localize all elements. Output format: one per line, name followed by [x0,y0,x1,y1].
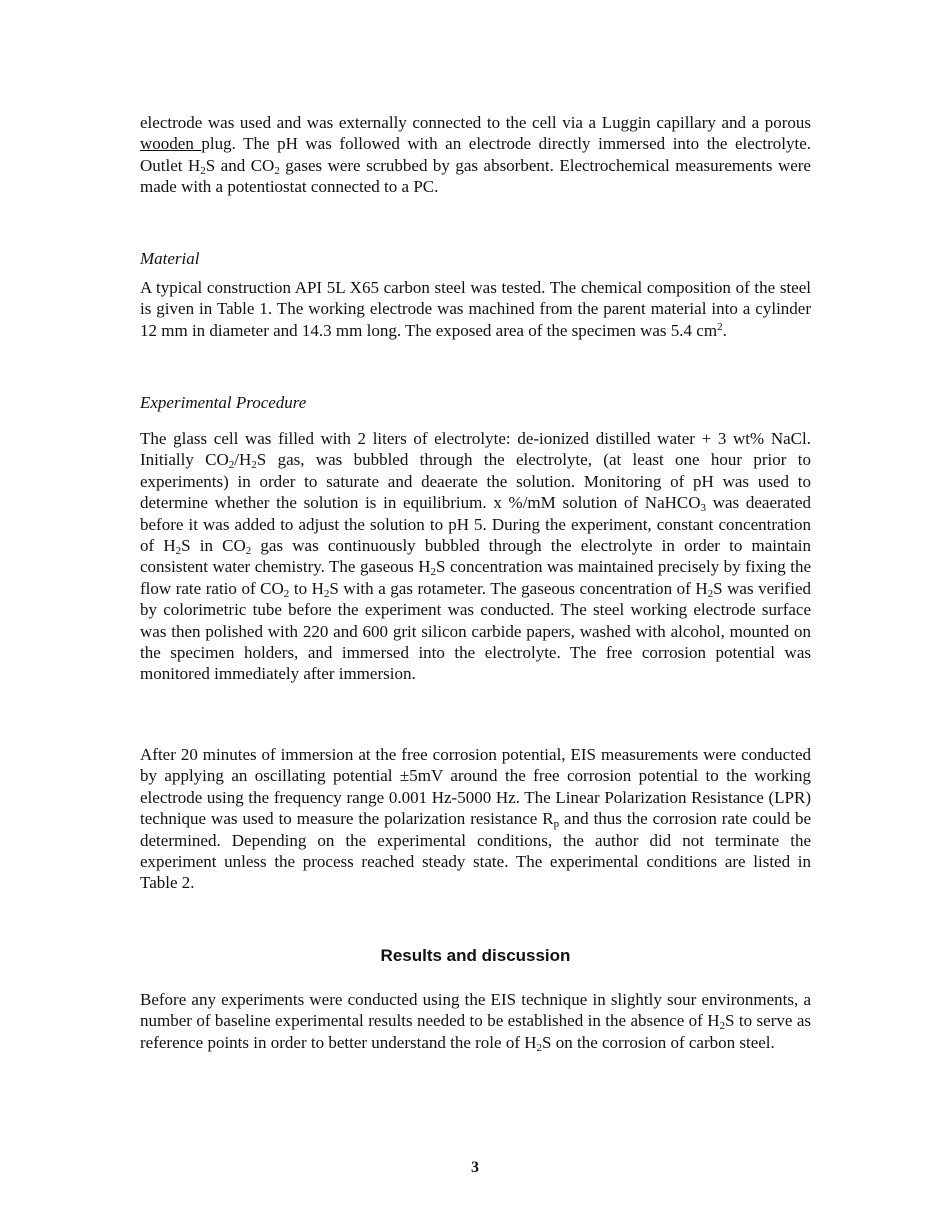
subscript: 2 [283,587,290,600]
material-heading: Material [140,249,200,268]
text-run: The glass cell was filled with 2 liters of electrolyte: de-ionized distilled water + 3 wt% NaCl. Initially CO [140,429,811,470]
subscript: 2 [323,587,330,600]
results-paragraph [140,989,811,1053]
material-paragraph [140,277,811,341]
text-run: was deaerated before it was added to adjust the solution to pH 5. During the experiment, constant concentration of H [140,493,811,556]
procedure-paragraph-1 [140,428,811,685]
subscript: p [553,818,560,831]
page-number: 3 [471,1159,479,1176]
text-run: . [722,320,727,340]
text-run: S and CO [205,155,275,175]
text-run: S was verified by colorimetric tube before the experiment was conducted. The steel working electrode surface was then polished with 220 and 600 grit silicon carbide papers, washed with alcohol, mounted on the specimen holders, and immersed into the electrolyte. The free corrosion potential was monitored immediately after immersion. [140,578,811,684]
text-run: S gas, was bubbled through the electrolyte, (at least one hour prior to experiments) in order to saturate and deaerate the solution. Monitoring of pH was used to determine whether the solution is in equilibrium. x %/mM solution of NaHCO [140,450,811,513]
subscript: 2 [719,1020,726,1033]
text-run: to H [289,578,324,598]
text-run: After 20 minutes of immersion at the free corrosion potential, EIS measurements were conducted by applying an oscillating potential ±5mV around the free corrosion potential to the working electrode using the frequency range 0.001 Hz-5000 Hz. The Linear Polarization Resistance (LPR) technique was used to measure the polarization resistance R [140,745,811,829]
text-run: S on the corrosion of carbon steel. [542,1032,775,1052]
text-run: electrode was used and was externally connected to the cell via a Luggin capillary and a porous [140,113,811,132]
text-run: plug. The pH was followed with an electrode directly immersed into the electrolyte. Outlet H [140,134,811,175]
procedure-paragraph-2 [140,744,811,894]
text-run: A typical construction API 5L X65 carbon steel was tested. The chemical composition of the steel is given in Table 1. The working electrode was machined from the parent material into a cylinder 12 mm in diameter and 14.3 mm long. The exposed area of the specimen was 5.4 cm [140,278,811,340]
results-heading: Results and discussion [380,946,571,965]
subscript: 2 [251,459,257,472]
subscript: 2 [707,587,714,600]
text-run: S with a gas rotameter. The gaseous concentration of H [329,578,708,598]
text-run: S in CO [181,536,246,556]
subscript: 2 [245,545,252,558]
subscript: 3 [700,502,707,515]
underlined-text: wooden [140,134,202,154]
subscript: 2 [536,1041,543,1054]
text-run: S concentration was maintained precisely by fixing the flow rate ratio of CO [140,557,811,598]
subscript: 2 [430,566,437,579]
subscript: 2 [274,164,280,177]
subscript: 2 [200,164,206,177]
text-run: Before any experiments were conducted using the EIS technique in slightly sour environments, a number of baseline experimental results needed to be established in the absence of H [140,990,811,1031]
text-run: gas was continuously bubbled through the electrolyte in order to maintain consistent water chemistry. The gaseous H [140,536,811,577]
text-run: and thus the corrosion rate could be determined. Depending on the experimental conditions, the author did not terminate the experiment unless the process reached steady state. The experimental conditions are listed in Table 2. [140,809,812,893]
superscript: 2 [717,320,723,333]
subscript: 2 [175,545,182,558]
text-run: S to serve as reference points in order to better understand the role of H [140,1011,811,1052]
text-run: gases were scrubbed by gas absorbent. Electrochemical measurements were made with a potentiostat connected to a PC. [140,155,811,197]
text-run: /H [234,450,252,470]
intro-paragraph [140,112,811,198]
subscript: 2 [228,459,235,472]
procedure-heading: Experimental Procedure [140,393,307,412]
